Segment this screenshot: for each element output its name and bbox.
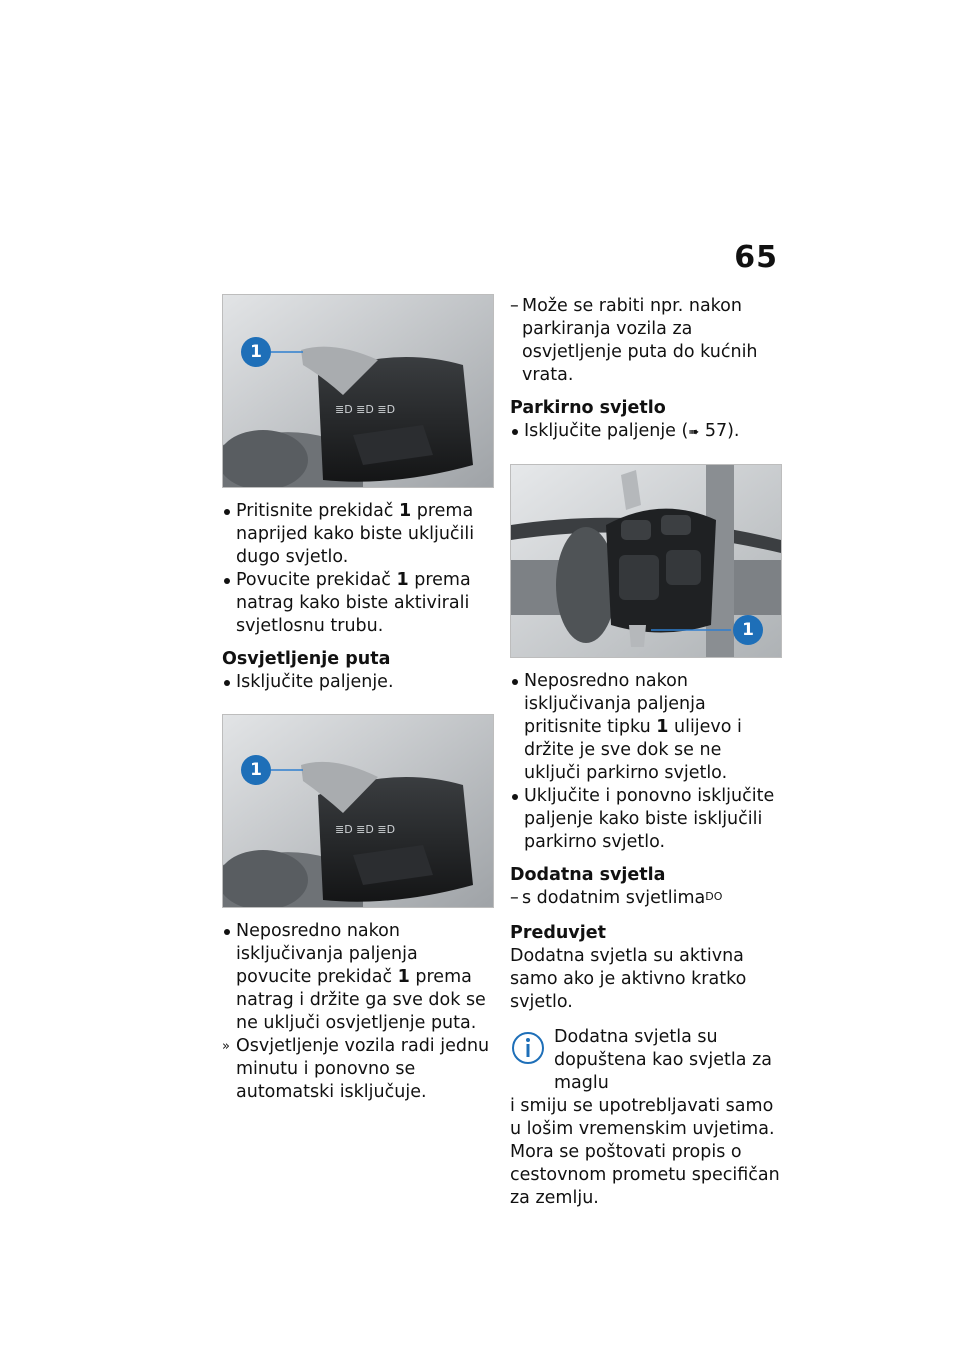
- svg-text:≣D ≣D ≣D: ≣D ≣D ≣D: [335, 823, 396, 836]
- page-reference-arrow-icon: ➠: [688, 425, 700, 440]
- list-item: Isključite paljenje.: [222, 671, 494, 694]
- list-item: Uključite i ponovno isključite paljenje kako biste isključili parkirno svjetlo.: [510, 785, 782, 854]
- list-item: Neposredno nakon isključivanja paljenja pritisnite tipku 1 ulijevo i držite je sve dok se ne uključi parkirno svjetlo.: [510, 670, 782, 785]
- dash-item: – s dodatnim svjetlima$^{DO}$: [510, 888, 723, 908]
- section-heading: Dodatna svjetla: [510, 865, 666, 885]
- dash-item: – Može se rabiti npr. nakon parkiranja vozila za osvjetljenje puta do kućnih vrata.: [510, 296, 758, 385]
- list-item: Isključite paljenje (➠ 57).: [510, 420, 782, 444]
- callout-1: 1: [241, 755, 271, 785]
- switch-illustration: [223, 295, 493, 487]
- info-note: [510, 1026, 782, 1210]
- list-item: Neposredno nakon isključivanja paljenja povucite prekidač 1 prema natrag i držite ga sve dok se ne uključi osvjetljenje puta.: [222, 920, 494, 1035]
- callout-1: 1: [733, 615, 763, 645]
- result-marker: »: [222, 1039, 230, 1054]
- info-text-rest: i smiju se upotrebljavati samo u lošim vremenskim uvjetima. Mora se poštovati propis o cestovnom prometu specifičan za zemlju.: [510, 1096, 780, 1208]
- list-item: Pritisnite prekidač 1 prema naprijed kako biste uključili dugo svjetlo.: [222, 500, 494, 569]
- handlebar-switch-photo-3: [510, 464, 782, 658]
- section-heading: Parkirno svjetlo: [510, 398, 666, 418]
- result-item: » Osvjetljenje vozila radi jednu minutu i ponovno se automatski isključuje.: [222, 1036, 490, 1102]
- precondition-text: Dodatna svjetla su aktivna samo ako je aktivno kratko svjetlo.: [510, 946, 747, 1012]
- handlebar-switch-photo-1: [222, 294, 494, 488]
- handlebar-switch-photo-2: [222, 714, 494, 908]
- info-text-first: Dodatna svjetla su dopuštena kao svjetla za maglu: [554, 1027, 772, 1093]
- page-number: 65: [734, 240, 778, 275]
- option-superscript: DO: [705, 890, 723, 903]
- left-column: [222, 294, 494, 1104]
- section-heading: Preduvjet: [510, 923, 606, 943]
- switch-illustration: [223, 715, 493, 907]
- info-icon: [510, 1030, 546, 1066]
- section-heading: Osvjetljenje puta: [222, 649, 391, 669]
- svg-text:≣D ≣D ≣D: ≣D ≣D ≣D: [335, 403, 396, 416]
- list-item: Povucite prekidač 1 prema natrag kako biste aktivirali svjetlosnu trubu.: [222, 569, 494, 638]
- callout-1: 1: [241, 337, 271, 367]
- right-column: [510, 295, 782, 1210]
